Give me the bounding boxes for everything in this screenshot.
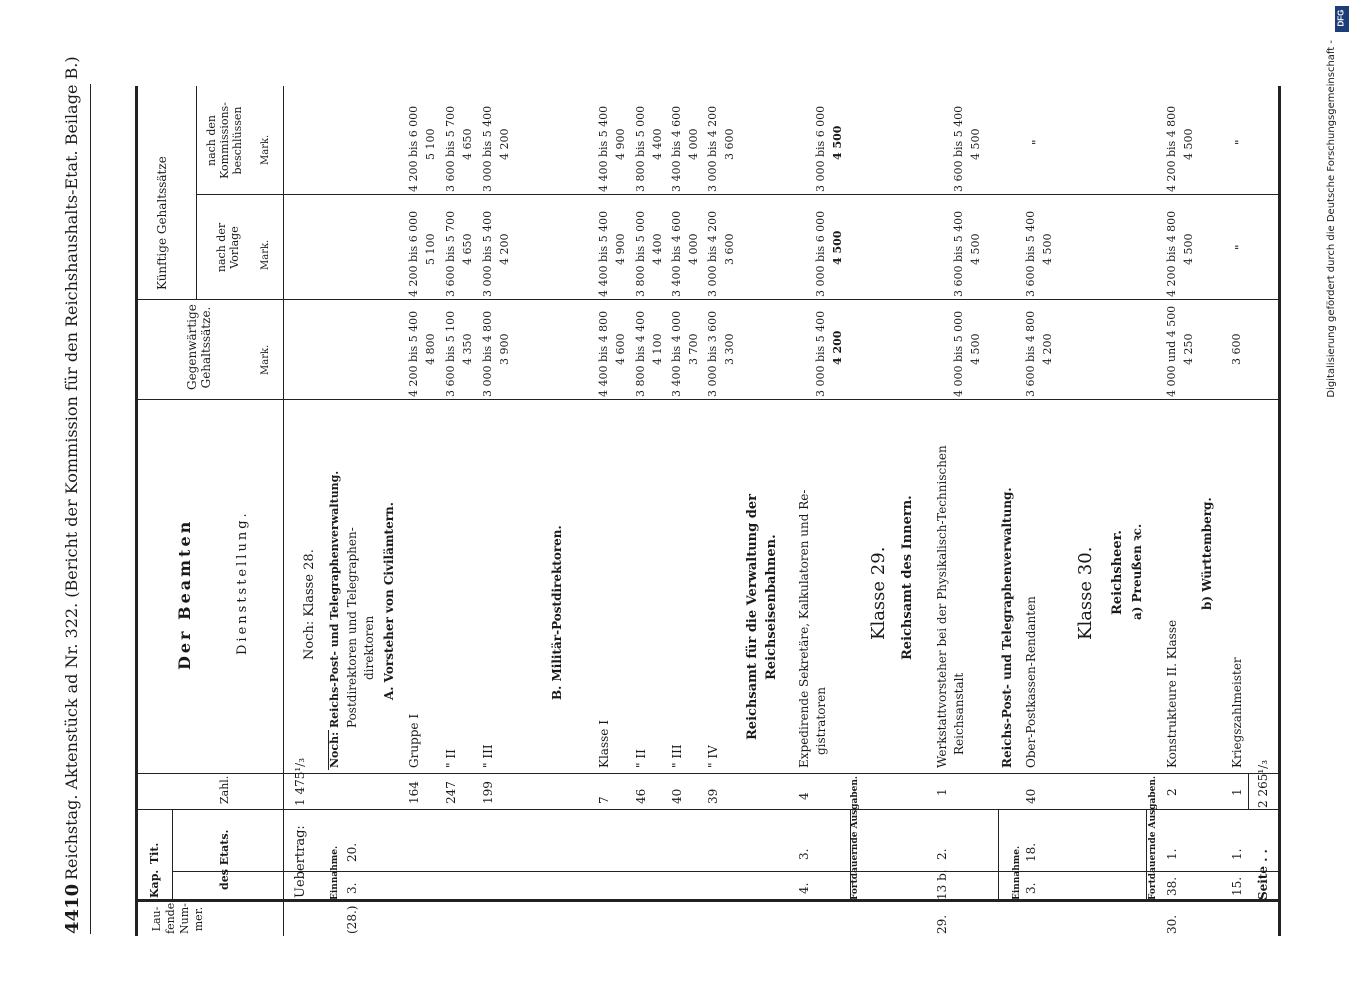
- row30-kap: 38.: [1165, 876, 1179, 896]
- kuenftige-sub-rule: [196, 86, 197, 300]
- konstrukteure-gegen-mid: 4 250: [1182, 333, 1195, 365]
- hdr-des-etats: des Etats.: [218, 829, 231, 890]
- row29-tit: 2.: [935, 848, 949, 860]
- gruppe-2-vorlage-mid: 4 650: [461, 233, 474, 265]
- oberpost-zahl: 40: [1024, 788, 1038, 804]
- hdr-kap: Kap.: [148, 869, 161, 898]
- gruppe-3-zahl: 199: [481, 781, 495, 804]
- reichsamt-eisenbahnen-1: Reichsamt für die Verwaltung der: [745, 494, 760, 740]
- label-fortdauernde-2: Fortdauernde Ausgaben.: [1148, 775, 1158, 900]
- klasse-1: Klasse I: [597, 720, 611, 768]
- col-line-kaptit: [135, 809, 1278, 810]
- werkstatt-2: Reichsanstalt: [952, 672, 966, 755]
- klasse-3-zahl: 40: [670, 788, 684, 804]
- werkstatt-zahl: 1: [935, 788, 949, 796]
- section-a-heading: A. Vorsteher von Civilämtern.: [382, 502, 396, 700]
- sidebar-credit: [1326, 40, 1346, 400]
- werkstatt-1: Werkstattvorsteher bei der Physikalisch-Technischen: [935, 445, 949, 768]
- page-number: 4410: [62, 883, 83, 934]
- reichspost-heading-2: Reichs-Post- und Telegraphenverwaltung.: [1000, 487, 1014, 768]
- klasse-1-vorlage-mid: 4 900: [614, 233, 627, 265]
- row29-number: 29.: [935, 914, 949, 934]
- row28-tit: 20.: [345, 842, 359, 862]
- postdirektoren: Postdirektoren und Telegraphen-: [345, 527, 359, 728]
- oberpost-kommission: ": [1030, 139, 1044, 145]
- klasse-3-vorlage-mid: 4 000: [687, 233, 700, 265]
- klasse-1-kommission-mid: 4 900: [614, 128, 627, 160]
- klasse-3-gegen: 3 400 bis 4 000: [670, 310, 683, 397]
- klasse-2-kommission-mid: 4 400: [651, 128, 664, 160]
- expedirende-gegen: 3 000 bis 5 400: [814, 310, 827, 397]
- klasse-1-gegen: 4 400 bis 4 800: [597, 310, 610, 397]
- postdirektoren-2: direktoren: [362, 615, 376, 680]
- oberpost-vorlage: 3 600 bis 5 400: [1024, 210, 1037, 297]
- klasse-2-vorlage-mid: 4 400: [651, 233, 664, 265]
- label-einnahme-1: Einnahme.: [330, 845, 340, 900]
- klasse-1-gegen-mid: 4 600: [614, 333, 627, 365]
- konstrukteure-zahl: 2: [1165, 788, 1179, 796]
- section-b-heading: B. Militär-Postdirektoren.: [550, 525, 564, 700]
- gruppe-2-vorlage: 3 600 bis 5 700: [444, 210, 457, 297]
- reichsamt-eisenbahnen-2: Reichseisenbahnen.: [764, 534, 779, 680]
- klasse-2-kommission: 3 800 bis 5 000: [634, 105, 647, 192]
- running-head: Reichstag. Aktenstück ad Nr. 322. (Bericht der Kommission für den Reichshaushalts-Etat. Beilage B.): [62, 56, 81, 880]
- werkstatt-vorlage-mid: 4 500: [969, 233, 982, 265]
- hdr-dienststellung: Dienststellung.: [235, 510, 250, 655]
- row30-number: 30.: [1165, 914, 1179, 934]
- hdr-gegenwaertige: Gegenwärtige Gehaltssätze.: [185, 304, 213, 390]
- row3-tit: 18.: [1024, 842, 1038, 862]
- gruppe-1-gegen-mid: 4 800: [424, 333, 437, 365]
- klasse-29-heading: Klasse 29.: [868, 546, 889, 640]
- row30-tit: 1.: [1165, 848, 1179, 860]
- gruppe-1-kommission: 4 200 bis 6 000: [407, 105, 420, 192]
- hdr-der-beamten: Der Beamten: [175, 518, 194, 670]
- klasse-4-kommission: 3 000 bis 4 200: [706, 105, 719, 192]
- expedirende-kommission: 3 000 bis 6 000: [814, 105, 827, 192]
- table-bottom-rule: [1278, 86, 1281, 936]
- hdr-laufende: Lau- fende Num- mer.: [150, 902, 205, 934]
- klasse-4: " IV: [706, 745, 720, 768]
- klasse-3-kommission-mid: 4 000: [687, 128, 700, 160]
- hdr-mark-3: Mark.: [260, 134, 271, 165]
- gruppe-2-zahl: 247: [444, 781, 458, 804]
- klasse-2-vorlage: 3 800 bis 5 000: [634, 210, 647, 297]
- werkstatt-vorlage: 3 600 bis 5 400: [952, 210, 965, 297]
- gruppe-3-vorlage: 3 000 bis 5 400: [481, 210, 494, 297]
- seite-label: Seite . .: [1256, 849, 1270, 900]
- konstrukteure-vorlage-mid: 4 500: [1182, 233, 1195, 265]
- row28-kap: 3.: [345, 882, 359, 894]
- gruppe-3-gegen: 3 000 bis 4 800: [481, 310, 494, 397]
- uebertrag-zahl: 1 475¹/₃: [293, 757, 307, 806]
- gruppe-3-kommission-mid: 4 200: [498, 128, 511, 160]
- expedirende-2: gistratoren: [814, 686, 828, 755]
- klasse-1-vorlage: 4 400 bis 5 400: [597, 210, 610, 297]
- gruppe-1-vorlage-mid: 5 100: [424, 233, 437, 265]
- klasse-4-vorlage: 3 000 bis 4 200: [706, 210, 719, 297]
- gruppe-2: " II: [444, 749, 458, 768]
- hdr-nach-vorlage: nach der Vorlage: [215, 222, 241, 273]
- head-rule: [90, 84, 91, 934]
- row30-rule: [1146, 810, 1147, 902]
- uebertrag-label: Uebertrag:: [293, 825, 308, 898]
- klasse-2: " II: [634, 749, 648, 768]
- label-fortdauernde-1: Fortdauernde Ausgaben.: [850, 775, 860, 900]
- dfg-logo: DFG: [1335, 6, 1349, 32]
- row4-zahl: 4: [797, 792, 811, 800]
- row4-kap: 4.: [797, 882, 811, 894]
- gruppe-2-gegen-mid: 4 350: [461, 333, 474, 365]
- row4-tit: 3.: [797, 848, 811, 860]
- hdr-kuenftige: Künftige Gehaltssätze: [155, 156, 169, 290]
- klasse-30-heading: Klasse 30.: [1075, 546, 1096, 640]
- klasse-1-zahl: 7: [597, 796, 611, 804]
- oberpost-gegen: 3 600 bis 4 800: [1024, 310, 1037, 397]
- row28-number: (28.): [345, 905, 359, 934]
- oberpost-vorlage-mid: 4 500: [1041, 233, 1054, 265]
- col-line-laufende: [135, 899, 1278, 902]
- konstrukteure-gegen: 4 000 und 4 500: [1165, 305, 1178, 397]
- expedirende-vorlage-mid: 4 500: [831, 230, 844, 265]
- col-line-vorlage: [196, 194, 1278, 195]
- row29-kap: 13 b.: [935, 869, 949, 900]
- gruppe-1-zahl: 164: [407, 781, 421, 804]
- row29-rule: [850, 810, 851, 902]
- gruppe-3-kommission: 3 000 bis 5 400: [481, 105, 494, 192]
- reichsheer-heading: Reichsheer.: [1110, 530, 1125, 615]
- werkstatt-gegen: 4 000 bis 5 000: [952, 310, 965, 397]
- expedirende-kommission-mid: 4 500: [831, 125, 844, 160]
- hdr-mark-1: Mark.: [260, 344, 271, 375]
- wuerttemberg-heading: b) Württemberg.: [1200, 497, 1214, 610]
- seite-zahl: 2 265¹/₃: [1256, 759, 1270, 808]
- konstrukteure: Konstrukteure II. Klasse: [1165, 619, 1179, 768]
- row3-kap: 3.: [1024, 882, 1038, 894]
- konstrukteure-vorlage: 4 200 bis 4 800: [1165, 210, 1178, 297]
- reichsamt-innern: Reichsamt des Innern.: [900, 495, 915, 660]
- gruppe-1: Gruppe I: [407, 713, 421, 768]
- kriegs-kommission: ": [1233, 139, 1247, 145]
- kriegs-gegen: 3 600: [1230, 333, 1243, 365]
- noch-reichspost: Noch: Reichs-Post- und Telegraphenverwaltung.: [328, 470, 341, 768]
- gruppe-1-kommission-mid: 5 100: [424, 128, 437, 160]
- klasse-4-vorlage-mid: 3 600: [723, 233, 736, 265]
- konstrukteure-kommission: 4 200 bis 4 800: [1165, 105, 1178, 192]
- kriegszahlmeister: Kriegszahlmeister: [1230, 657, 1244, 768]
- kriegs-zahl: 1: [1230, 788, 1244, 796]
- label-einnahme-2: Einnahme.: [1012, 845, 1022, 900]
- gruppe-2-gegen: 3 600 bis 5 100: [444, 310, 457, 397]
- klasse-1-kommission: 4 400 bis 5 400: [597, 105, 610, 192]
- oberpost-gegen-mid: 4 200: [1041, 333, 1054, 365]
- werkstatt-kommission-mid: 4 500: [969, 128, 982, 160]
- expedirende-gegen-mid: 4 200: [831, 330, 844, 365]
- sum-rule: [1248, 774, 1249, 810]
- hdr-tit: Tit.: [148, 842, 161, 864]
- kaptit-sub-rule: [172, 810, 173, 902]
- hdr-nach-kommission: nach den Kommissions- beschlüssen: [205, 102, 244, 179]
- sidebar-credit-text: Digitalisierung gefördert durch die Deutsche Forschungsgemeinschaft -: [1326, 40, 1337, 398]
- expedirende-1: Expedirende Sekretäre, Kalkulatoren und Re-: [797, 489, 811, 768]
- gruppe-3: " III: [481, 744, 495, 768]
- gruppe-2-kommission-mid: 4 650: [461, 128, 474, 160]
- row15-tit: 1.: [1230, 848, 1244, 860]
- preussen-heading: a) Preußen ꝛc.: [1130, 523, 1144, 620]
- klasse-2-zahl: 46: [634, 788, 648, 804]
- gruppe-2-kommission: 3 600 bis 5 700: [444, 105, 457, 192]
- hdr-mark-2: Mark.: [260, 239, 271, 270]
- klasse-4-zahl: 39: [706, 788, 720, 804]
- klasse-3: " III: [670, 744, 684, 768]
- konstrukteure-kommission-mid: 4 500: [1182, 128, 1195, 160]
- werkstatt-kommission: 3 600 bis 5 400: [952, 105, 965, 192]
- klasse-2-gegen-mid: 4 100: [651, 333, 664, 365]
- klasse-3-gegen-mid: 3 700: [687, 333, 700, 365]
- noch-klasse-28: Noch: Klasse 28.: [302, 549, 317, 660]
- oberpost: Ober-Postkassen-Rendanten: [1024, 596, 1038, 768]
- klasse-3-kommission: 3 400 bis 4 600: [670, 105, 683, 192]
- werkstatt-gegen-mid: 4 500: [969, 333, 982, 365]
- gruppe-3-gegen-mid: 3 900: [498, 333, 511, 365]
- klasse-3-vorlage: 3 400 bis 4 600: [670, 210, 683, 297]
- col-line-dienst: [135, 399, 1278, 400]
- klasse-4-gegen-mid: 3 300: [723, 333, 736, 365]
- gruppe-3-vorlage-mid: 4 200: [498, 233, 511, 265]
- expedirende-vorlage: 3 000 bis 6 000: [814, 210, 827, 297]
- hdr-zahl: Zahl.: [218, 775, 231, 804]
- kriegs-vorlage: ": [1233, 244, 1247, 250]
- col-line-gegen: [135, 299, 1278, 300]
- gruppe-1-vorlage: 4 200 bis 6 000: [407, 210, 420, 297]
- klasse-2-gegen: 3 800 bis 4 400: [634, 310, 647, 397]
- row15-kap: 15.: [1230, 876, 1244, 896]
- klasse-4-kommission-mid: 3 600: [723, 128, 736, 160]
- einnahme-rule: [998, 810, 999, 902]
- klasse-4-gegen: 3 000 bis 3 600: [706, 310, 719, 397]
- gruppe-1-gegen: 4 200 bis 5 400: [407, 310, 420, 397]
